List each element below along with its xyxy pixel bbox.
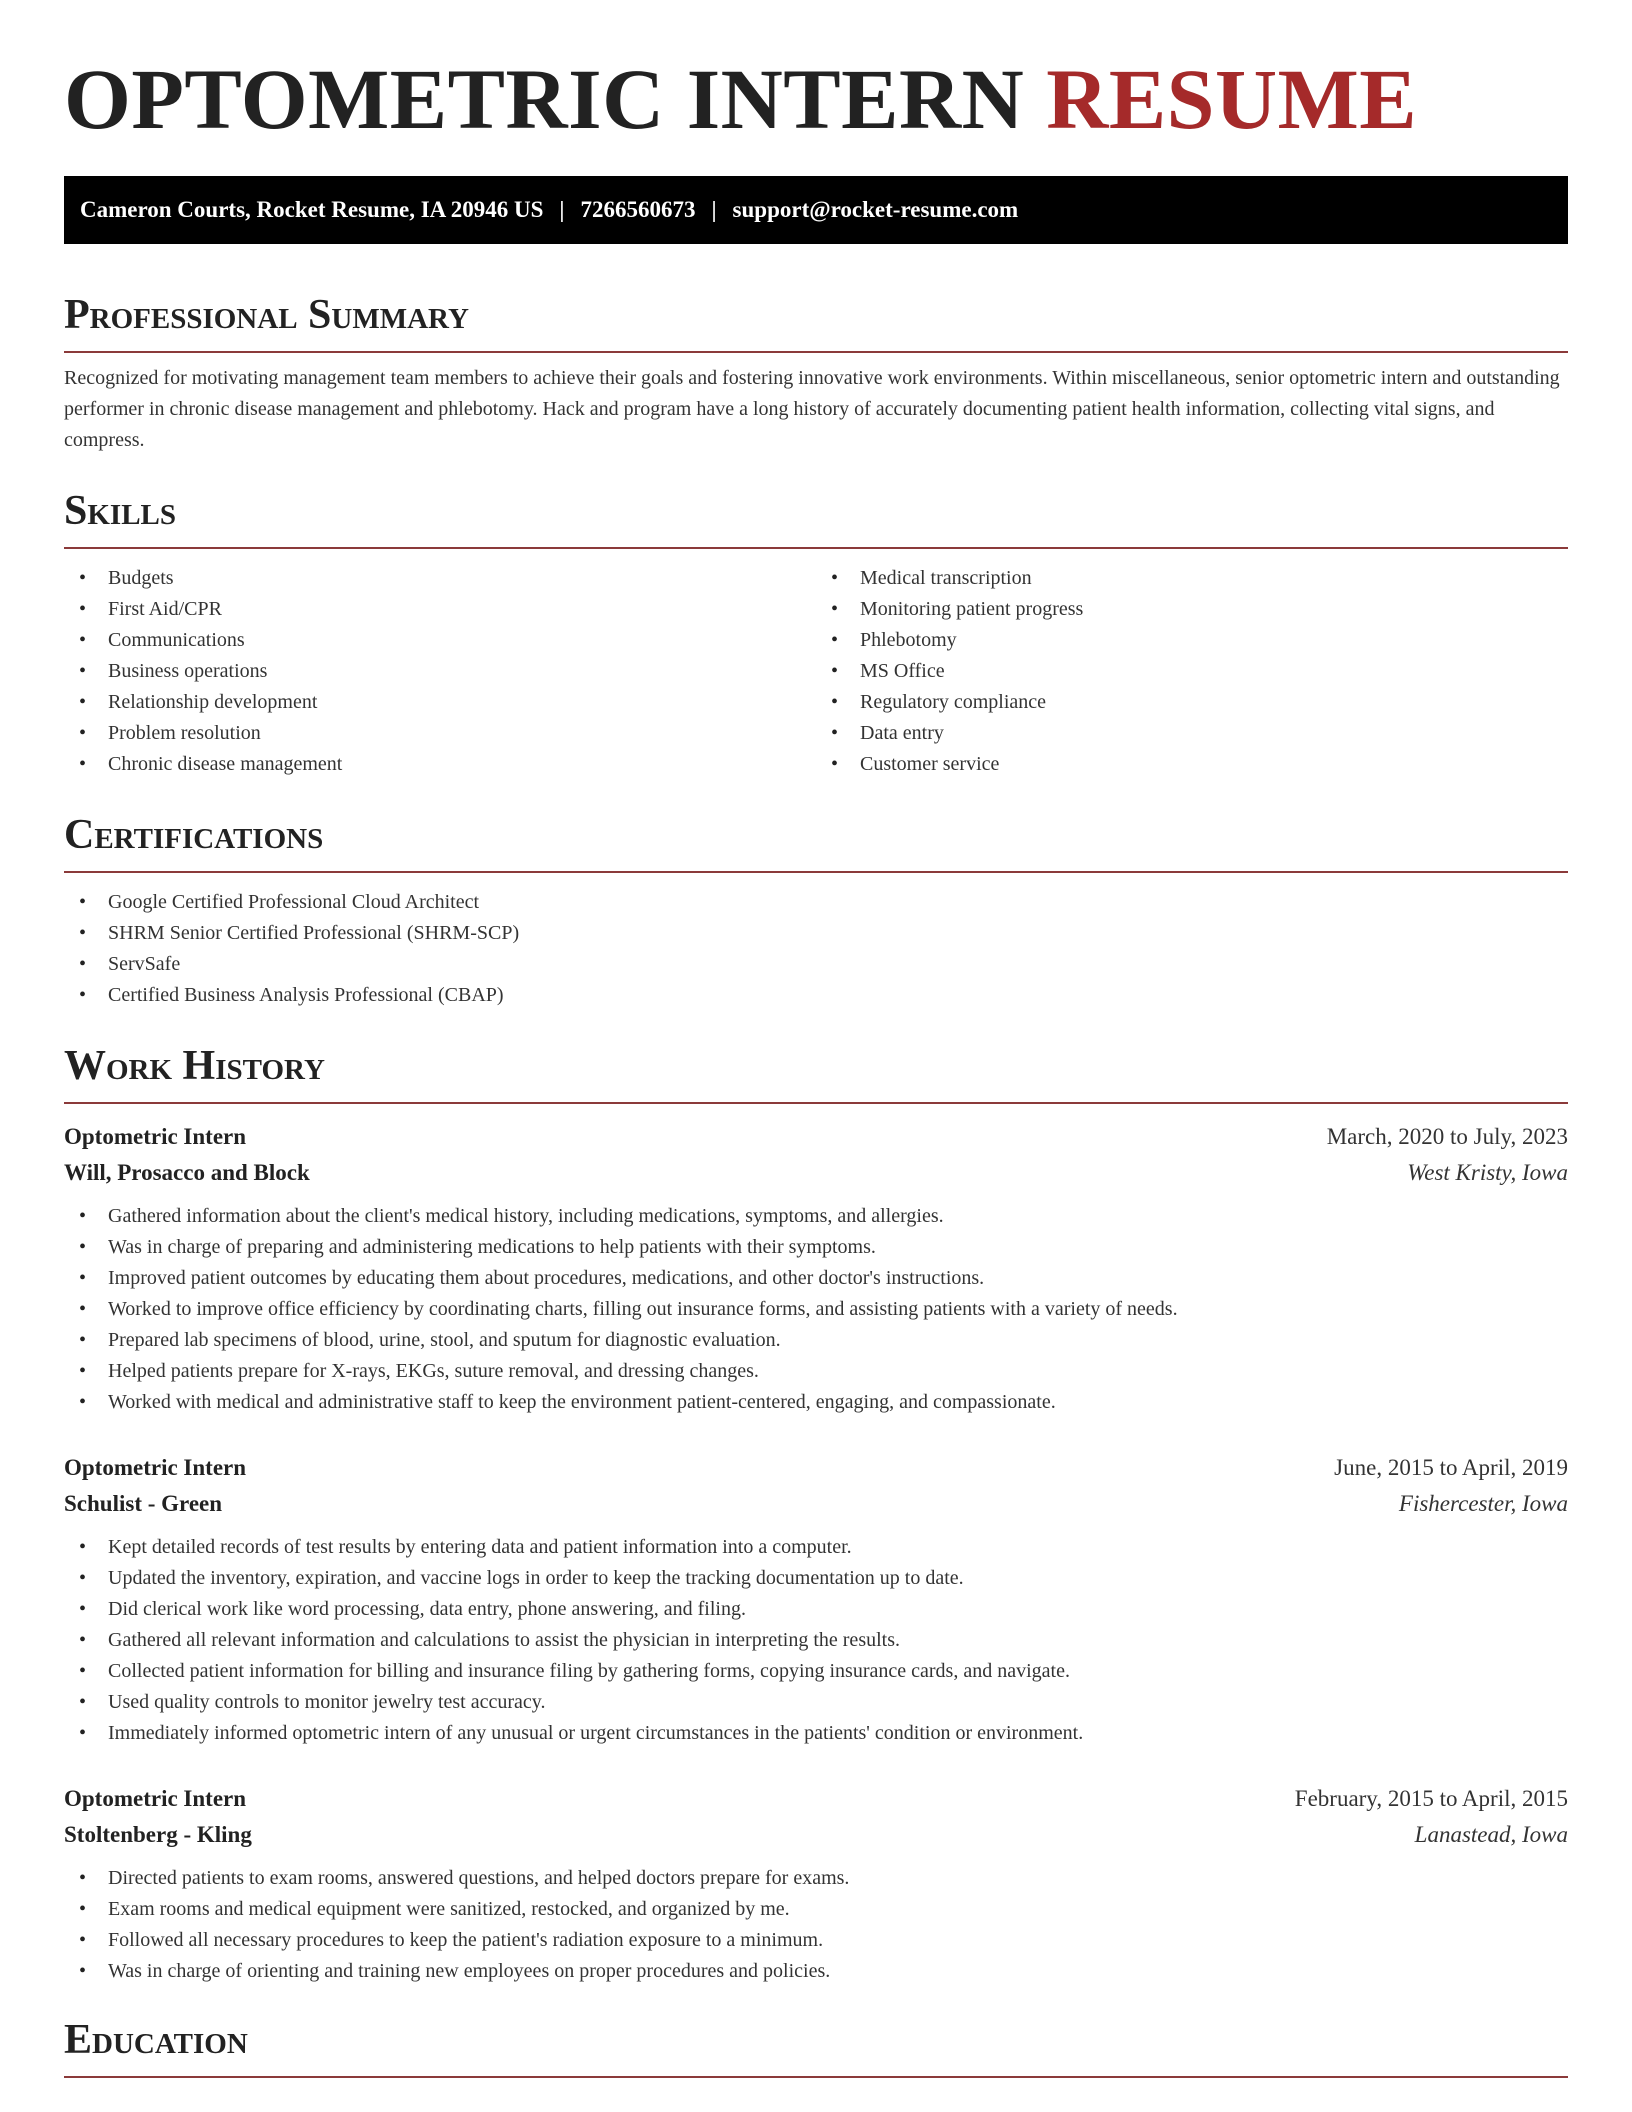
skill-item: • MS Office xyxy=(816,656,1568,687)
job-duties-list xyxy=(64,1863,1568,1987)
summary-heading: Professional Summary xyxy=(64,292,469,338)
skills-list-left xyxy=(64,563,816,780)
job-title: Optometric Intern xyxy=(64,1786,247,1811)
skill-item: • Problem resolution xyxy=(64,718,816,749)
job-title: Optometric Intern xyxy=(64,1124,247,1149)
job-duty: • Kept detailed records of test results by entering data and patient information into a computer. xyxy=(64,1532,1568,1563)
contact-phone: 7266560673 xyxy=(580,197,696,222)
summary-text: Recognized for motivating management team members to achieve their goals and fostering innovative work environments. Within miscellaneous, senior optometric intern and outstanding performer in chronic disease management and phlebotomy. Hack and program have a long history of accurately documenting patient health information, collecting vital signs, and compress. xyxy=(64,367,1560,451)
work-history-list xyxy=(64,1119,1568,1987)
job-dates: March, 2020 to July, 2023 xyxy=(1326,1124,1568,1149)
job-location: Fishercester, Iowa xyxy=(1398,1491,1568,1516)
skill-item: • Budgets xyxy=(64,563,816,594)
job-company: Will, Prosacco and Block xyxy=(64,1160,310,1185)
skill-item: • Customer service xyxy=(816,749,1568,780)
skill-item: • Relationship development xyxy=(64,687,816,718)
job-company: Schulist - Green xyxy=(64,1491,223,1516)
education-heading: Education xyxy=(64,2017,248,2063)
job-duty: • Was in charge of orienting and training new employees on proper procedures and policies. xyxy=(64,1956,1568,1987)
job-company: Stoltenberg - Kling xyxy=(64,1822,252,1847)
section-divider xyxy=(64,351,1568,353)
certification-item: • Google Certified Professional Cloud Architect xyxy=(64,887,1568,918)
certifications-heading: Certifications xyxy=(64,812,324,858)
title-accent: RESUME xyxy=(1046,51,1418,147)
job-duties-list xyxy=(64,1532,1568,1749)
section-divider xyxy=(64,1102,1568,1104)
skill-item: • Monitoring patient progress xyxy=(816,594,1568,625)
job-location: Lanastead, Iowa xyxy=(1414,1822,1568,1847)
skill-item: • Regulatory compliance xyxy=(816,687,1568,718)
contact-address: Cameron Courts, Rocket Resume, IA 20946 US xyxy=(80,197,544,222)
job-duty: • Gathered all relevant information and calculations to assist the physician in interpreting the results. xyxy=(64,1625,1568,1656)
skill-item: • Chronic disease management xyxy=(64,749,816,780)
contact-separator: | xyxy=(559,197,565,222)
job-duty: • Updated the inventory, expiration, and vaccine logs in order to keep the tracking documentation up to date. xyxy=(64,1563,1568,1594)
skill-item: • Communications xyxy=(64,625,816,656)
contact-email: support@rocket-resume.com xyxy=(732,197,1019,222)
job-duty: • Worked with medical and administrative staff to keep the environment patient-centered, engaging, and compassionate. xyxy=(64,1387,1568,1418)
job-entry xyxy=(64,1450,1568,1749)
contact-bar xyxy=(64,176,1568,244)
job-duty: • Gathered information about the client's medical history, including medications, symptoms, and allergies. xyxy=(64,1201,1568,1232)
job-title: Optometric Intern xyxy=(64,1455,247,1480)
skill-item: • Data entry xyxy=(816,718,1568,749)
job-duty: • Collected patient information for billing and insurance filing by gathering forms, copying insurance cards, and navigate. xyxy=(64,1656,1568,1687)
job-duty: • Improved patient outcomes by educating them about procedures, medications, and other doctor's instructions. xyxy=(64,1263,1568,1294)
skills-heading: Skills xyxy=(64,488,177,534)
job-duty: • Exam rooms and medical equipment were sanitized, restocked, and organized by me. xyxy=(64,1894,1568,1925)
job-duty: • Was in charge of preparing and administering medications to help patients with their symptoms. xyxy=(64,1232,1568,1263)
title-main: OPTOMETRIC INTERN xyxy=(64,51,1025,147)
skill-item: • First Aid/CPR xyxy=(64,594,816,625)
certification-item: • Certified Business Analysis Professional (CBAP) xyxy=(64,980,1568,1011)
job-company-row xyxy=(64,1155,1568,1191)
job-header-row xyxy=(64,1781,1568,1817)
job-duty: • Worked to improve office efficiency by coordinating charts, filling out insurance forms, and assisting patients with a variety of needs. xyxy=(64,1294,1568,1325)
job-location: West Kristy, Iowa xyxy=(1407,1160,1568,1185)
job-dates: February, 2015 to April, 2015 xyxy=(1294,1786,1568,1811)
job-duty: • Used quality controls to monitor jewelry test accuracy. xyxy=(64,1687,1568,1718)
certifications-list xyxy=(64,887,1568,1011)
work-history-heading: Work History xyxy=(64,1043,325,1089)
job-duty: • Helped patients prepare for X-rays, EKGs, suture removal, and dressing changes. xyxy=(64,1356,1568,1387)
contact-separator: | xyxy=(711,197,717,222)
skills-list-right xyxy=(816,563,1568,780)
job-dates: June, 2015 to April, 2019 xyxy=(1334,1455,1568,1480)
certification-item: • ServSafe xyxy=(64,949,1568,980)
job-duty: • Immediately informed optometric intern of any unusual or urgent circumstances in the patients' condition or environment. xyxy=(64,1718,1568,1749)
resume-title xyxy=(64,0,1568,176)
job-entry xyxy=(64,1781,1568,1987)
skill-item: • Business operations xyxy=(64,656,816,687)
section-divider xyxy=(64,2076,1568,2078)
section-divider xyxy=(64,871,1568,873)
skills-grid xyxy=(64,563,1568,780)
job-header-row xyxy=(64,1450,1568,1486)
job-duties-list xyxy=(64,1201,1568,1418)
job-company-row xyxy=(64,1486,1568,1522)
job-header-row xyxy=(64,1119,1568,1155)
job-company-row xyxy=(64,1817,1568,1853)
certification-item: • SHRM Senior Certified Professional (SHRM-SCP) xyxy=(64,918,1568,949)
job-duty: • Did clerical work like word processing, data entry, phone answering, and filing. xyxy=(64,1594,1568,1625)
job-duty: • Directed patients to exam rooms, answered questions, and helped doctors prepare for exams. xyxy=(64,1863,1568,1894)
job-duty: • Followed all necessary procedures to keep the patient's radiation exposure to a minimum. xyxy=(64,1925,1568,1956)
job-entry xyxy=(64,1119,1568,1418)
skill-item: • Medical transcription xyxy=(816,563,1568,594)
job-duty: • Prepared lab specimens of blood, urine, stool, and sputum for diagnostic evaluation. xyxy=(64,1325,1568,1356)
section-divider xyxy=(64,547,1568,549)
skill-item: • Phlebotomy xyxy=(816,625,1568,656)
